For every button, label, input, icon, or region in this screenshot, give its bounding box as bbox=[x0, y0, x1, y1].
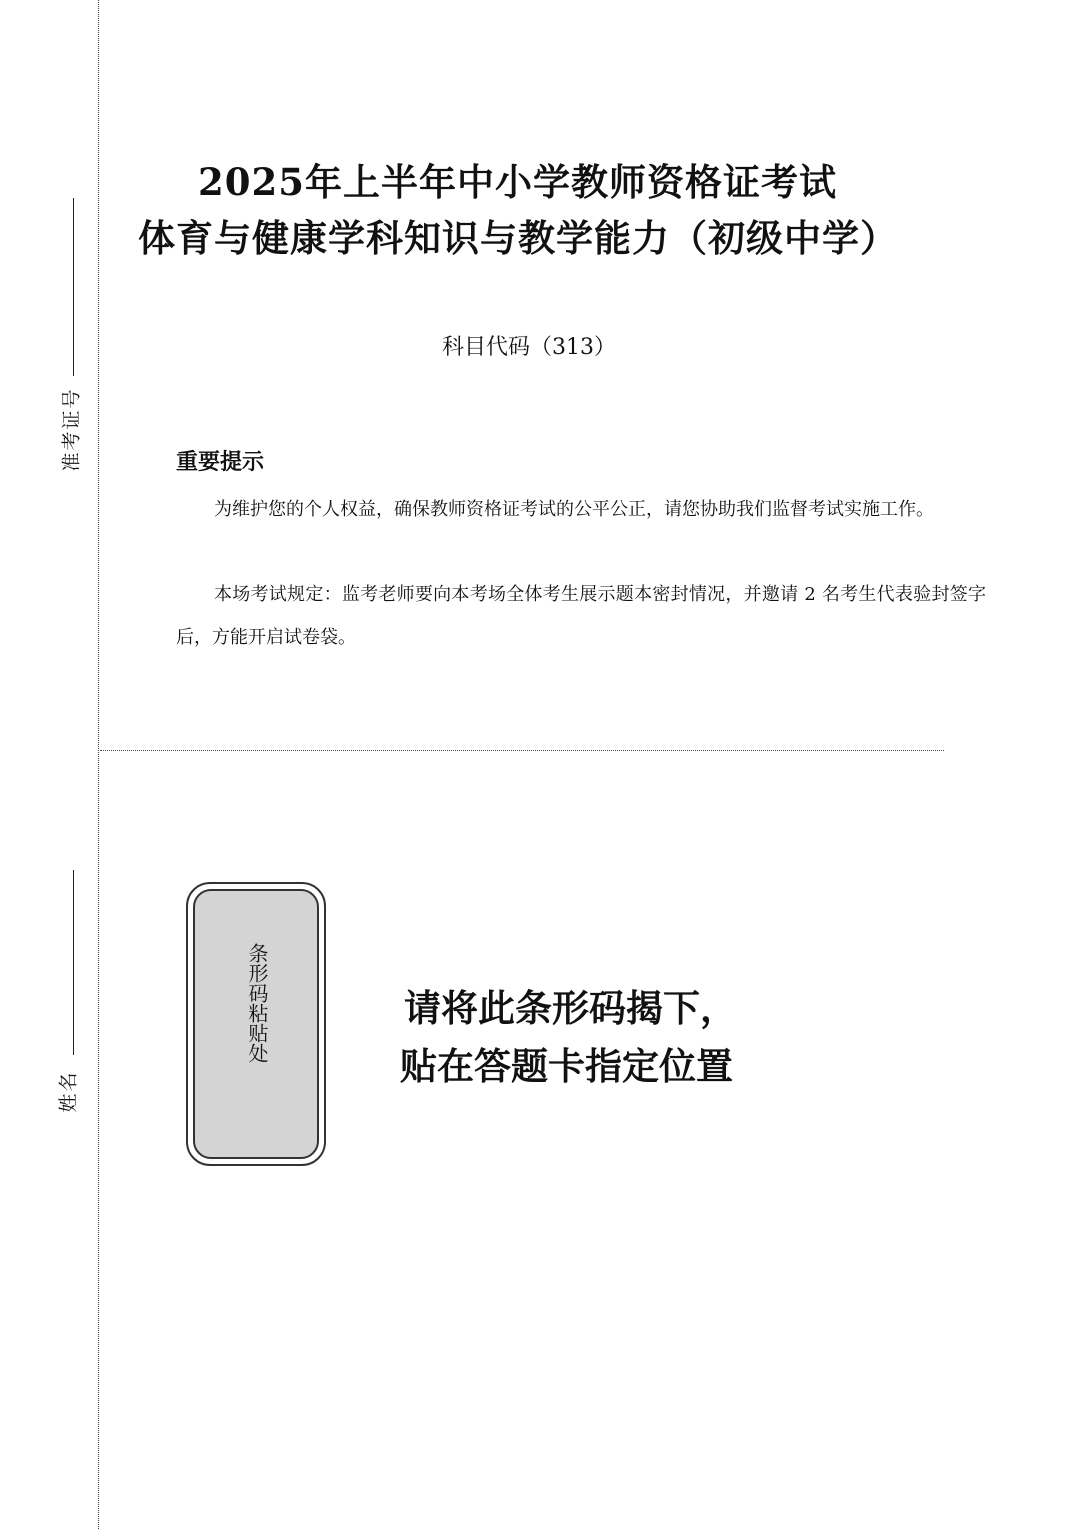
seal-cut-line bbox=[100, 750, 944, 751]
binding-margin-line bbox=[98, 0, 99, 1529]
barcode-instruction-line1: 请将此条形码揭下， bbox=[404, 986, 737, 1030]
exam-title-line1: 2025年上半年中小学教师资格证考试 bbox=[198, 160, 837, 204]
exam-title-line2: 体育与健康学科知识与教学能力（初级中学） bbox=[138, 216, 898, 260]
barcode-sticker-inner bbox=[193, 889, 319, 1159]
subject-code: 科目代码（313） bbox=[442, 335, 616, 360]
barcode-instruction-line2: 贴在答题卡指定位置 bbox=[400, 1044, 733, 1088]
notice-paragraph: 本场考试规定：监考老师要向本考场全体考生展示题本密封情况，并邀请 2 名考生代表验封签字后，方能开启试卷袋。 bbox=[176, 584, 986, 648]
name-write-line bbox=[73, 870, 74, 1055]
barcode-label: 条形码粘贴处 bbox=[245, 943, 269, 1063]
barcode-sticker-area bbox=[186, 882, 326, 1166]
exam-id-write-line bbox=[73, 198, 74, 376]
name-label: 姓名 bbox=[57, 1070, 80, 1113]
notice-paragraph: 为维护您的个人权益，确保教师资格证考试的公平公正，请您协助我们监督考试实施工作。 bbox=[214, 499, 934, 520]
notice-heading: 重要提示 bbox=[176, 450, 265, 475]
exam-id-label: 准考证号 bbox=[60, 387, 83, 472]
